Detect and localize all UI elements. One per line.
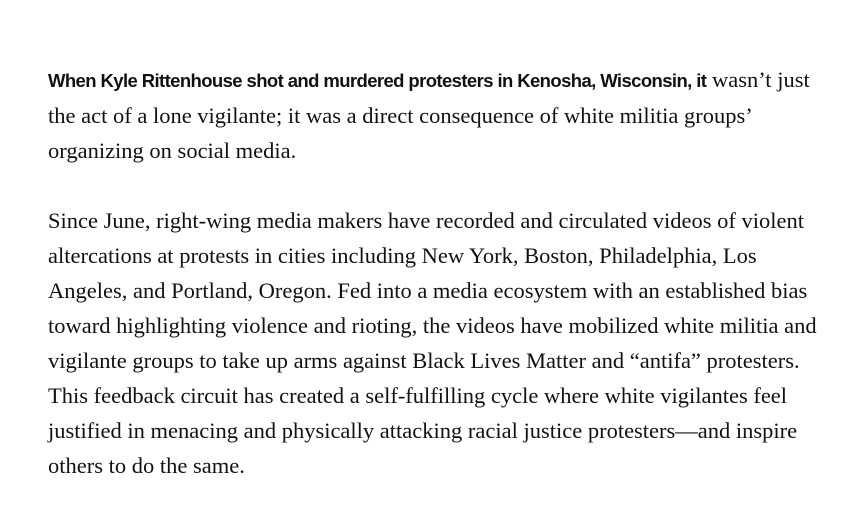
lead-in-text: When Kyle Rittenhouse shot and murdered protesters in Kenosha, Wisconsin, it xyxy=(48,70,707,91)
lead-paragraph xyxy=(48,62,838,168)
article-body xyxy=(48,62,838,483)
lead-paragraph-text: wasn’t just the act of a lone vigilante; it was a direct consequence of white militia groups’ organizing on social media. xyxy=(48,67,810,163)
body-paragraph: Since June, right-wing media makers have recorded and circulated videos of violent altercations at protests in cities including New York, Boston, Philadelphia, Los Angeles, and Portland, Oregon. Fed into a media ecosystem with an established bias toward highlighting violence and rioting, the videos have mobilized white militia and vigilante groups to take up arms against Black Lives Matter and “antifa” protesters. This feedback circuit has created a self-fulfilling cycle where white vigilantes feel justified in menacing and physically attacking racial justice protesters—and inspire others to do the same. xyxy=(48,208,817,478)
